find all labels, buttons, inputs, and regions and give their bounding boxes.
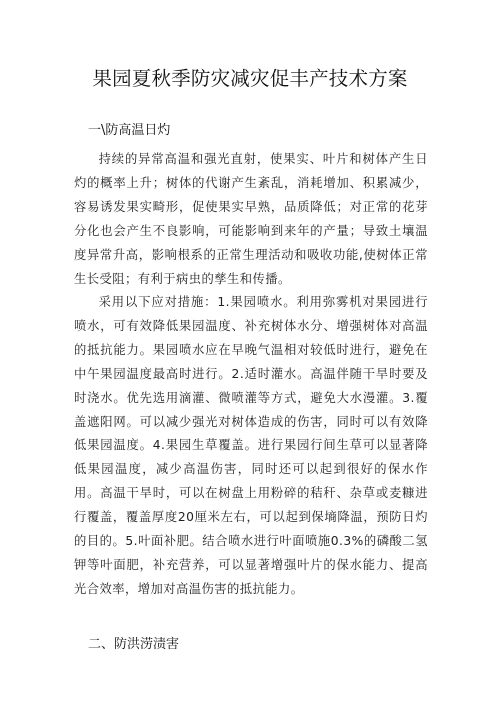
paragraph-impacts: 持续的异常高温和强光直射，使果实、叶片和树体产生日灼的概率上升；树体的代谢产生紊乱，消耗增加、积累减少，容易诱发果实畸形，促使果实早熟，品质降低；对正常的花芽分化也会产生不良影响，可能影响到来年的产量；导致土壤温度异常升高，影响根系的正常生理活动和吸收功能,使树体正常生长受阻；有利于病虫的孳生和传播。 <box>74 152 428 286</box>
document-title: 果园夏秋季防灾减灾促丰产技术方案 <box>92 67 408 90</box>
paragraph-measures: 采用以下应对措施：1.果园喷水。利用弥雾机对果园进行喷水，可有效降低果园温度、补充树体水分、增强树体对高温的抵抗能力。果园喷水应在早晚气温相对较低时进行，避免在中午果园温度最高时进行。2.适时灌水。高温伴随干旱时要及时浇水。优先选用滴灌、微喷灌等方式，避免大水漫灌。3.覆盖遮阳网。可以减少强光对树体造成的伤害，同时可以有效降低果园温度。4.果园生草覆盖。进行果园行间生草可以显著降低果园温度，减少高温伤害，同时还可以起到很好的保水作用。高温干旱时，可以在树盘上用粉碎的秸秆、杂草或麦糠进行覆盖，覆盖厚度20厘米左右，可以起到保墒降温，预防日灼的目的。5.叶面补肥。结合喷水进行叶面喷施0.3%的磷酸二氢钾等叶面肥，补充营养，可以显著增强叶片的保水能力、提高光合效率，增加对高温伤害的抵抗能力。 <box>74 295 428 596</box>
section-heading-flood: 二、防洪涝渍害 <box>88 637 180 652</box>
section-heading-high-temperature: 一\防高温日灼 <box>88 123 171 138</box>
